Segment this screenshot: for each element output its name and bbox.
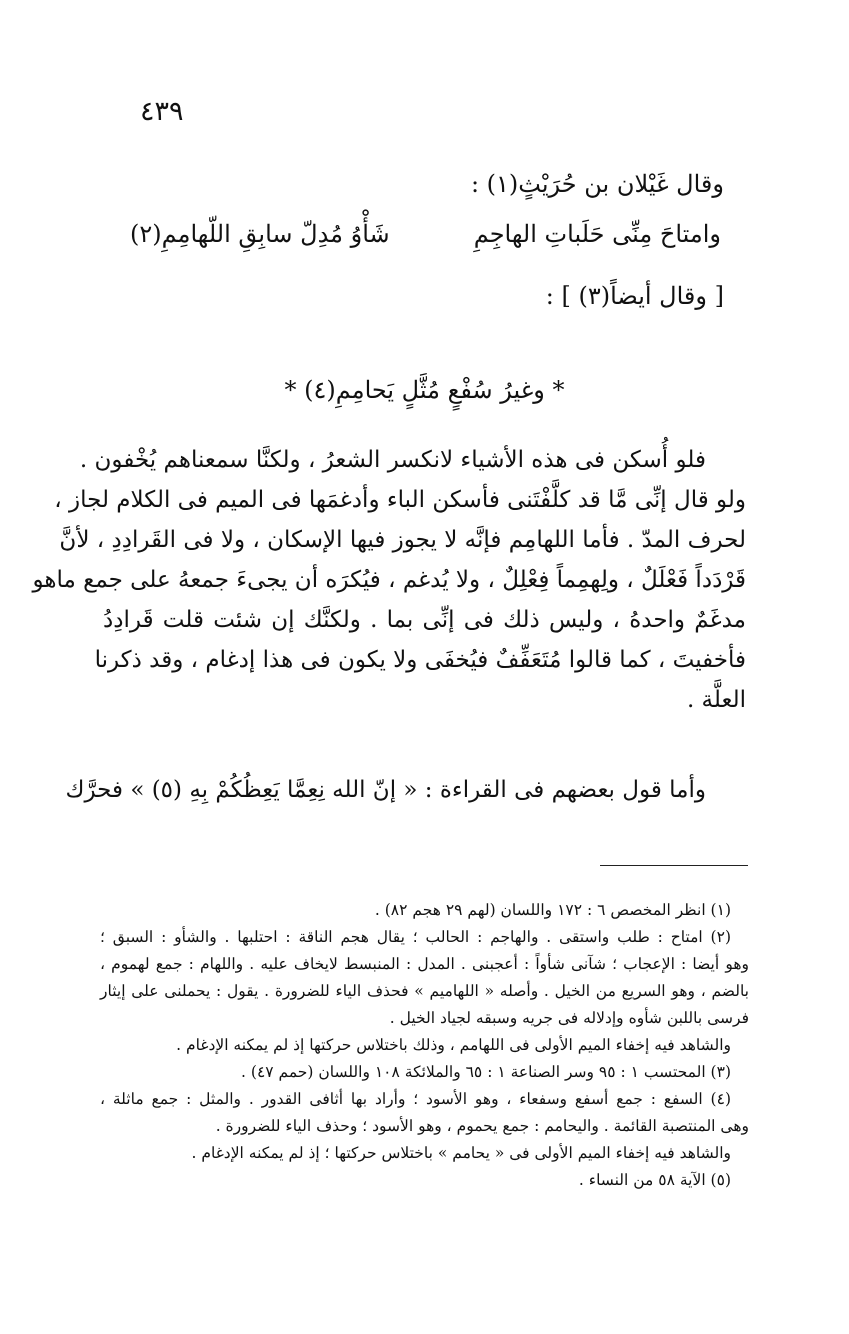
footnote-separator <box>600 865 748 866</box>
paragraph-line: قَرْدَداً فَعْلَلٌ ، ولِهمِماً فِعْلِلٌ ، ولا يُدغم ، فيُكرَه أن يجىءَ جمعهُ على جمع ماهو <box>32 567 746 593</box>
paragraph-line: وأما قول بعضهم فى القراءة : « إنّ الله نِعِمَّا يَعِظُكُمْ بِهِ (٥) » فحرَّك <box>65 777 706 803</box>
verse-line-1 <box>130 220 721 248</box>
footnote-1: (١) انظر المخصص ٦ : ١٧٢ واللسان (لهم ٢٩ هجم ٨٢) . <box>374 901 731 919</box>
verse-line-2: * وغيرُ سُفْعٍ مُثَّلٍ يَحامِمِ(٤) * <box>284 376 565 404</box>
verse-1-first-hemistich: وامتاحَ مِنِّى حَلَباتِ الهاجِمِ <box>473 220 721 248</box>
footnote-5: (٥) الآية ٥٨ من النساء . <box>578 1171 731 1189</box>
footnote-2-continued: بالضم ، وهو السريع من الخيل . وأصله « اللهاميم » فحذف الياء للضرورة . يقول : يحملنى على إيثار <box>100 982 749 1000</box>
footnote-4-continued: وهى المنتصبة القائمة . واليحامم : جمع يحموم ، وهو الأسود ؛ وحذف الياء للضرورة . <box>215 1117 749 1135</box>
page-number: ٤٣٩ <box>140 96 184 127</box>
paragraph-line: لحرف المدّ . فأما اللهامِم فإنَّه لا يجوز فيها الإسكان ، ولا فى القَرادِدِ ، لأنَّ <box>59 527 746 553</box>
paragraph-line: العلَّة . <box>686 687 746 713</box>
paragraph-line: فأخفيتَ ، كما قالوا مُتَعَفِّفٌ فيُخفَى ولا يكون فى هذا إدغام ، وقد ذكرنا <box>94 647 746 673</box>
paragraph-line: ولو قال إنِّى مَّا قد كلَّفْتَنى فأسكن الباء وأدغمَها فى الميم فى الكلام لجاز ، <box>54 487 746 513</box>
footnote-2-continued: وهو أيضا : الإعجاب ؛ شآنى شأواً : أعجبنى . المدل : المنبسط لايخاف عليه . واللهام : جمع لهموم ، <box>100 955 749 973</box>
footnote-4: (٤) السفع : جمع أسفع وسفعاء ، وهو الأسود ؛ وأراد بها أثافى القدور . والمثل : جمع ماثلة ، <box>100 1090 731 1108</box>
paragraph-line: فلو أُسكن فى هذه الأشياء لانكسر الشعرُ ، ولكنَّا سمعناهم يُخْفون . <box>79 447 706 473</box>
verse-intro-also: [ وقال أيضاً(٣) ] : <box>545 282 724 310</box>
footnotes <box>100 897 749 1194</box>
footnote-4-evidence: والشاهد فيه إخفاء الميم الأولى فى « يحامم » باختلاس حركتها ؛ إذ لم يمكنه الإدغام . <box>191 1144 731 1162</box>
verse-intro-ghaylan: وقال غَيْلان بن حُرَيْثٍ(١) : <box>470 170 724 198</box>
main-paragraph-1 <box>32 440 746 720</box>
footnote-2-evidence: والشاهد فيه إخفاء الميم الأولى فى اللهامم ، وذلك باختلاس حركتها إذ لم يمكنه الإدغام . <box>176 1036 731 1054</box>
main-paragraph-2 <box>65 770 746 810</box>
footnote-2: (٢) امتاح : طلب واستقى . والهاجم : الحالب ؛ يقال هجم الناقة : احتلبها . والشأو : السبق ؛ <box>100 928 731 946</box>
footnote-2-continued: فرسى باللبن شأوه وإدلاله فى جريه وسبقه لجياد الخيل . <box>389 1009 749 1027</box>
paragraph-line: مدغَمٌ واحدهُ ، وليس ذلك فى إنِّى بما . ولكنَّك إن شئت قلت قَرادِدُ <box>103 607 746 633</box>
verse-1-second-hemistich: شَأْوُ مُدِلّ سابِقِ اللّهامِمِ(٢) <box>130 220 390 248</box>
footnote-3: (٣) المحتسب ١ : ٩٥ وسر الصناعة ١ : ٦٥ والملائكة ١٠٨ واللسان (حمم ٤٧) . <box>241 1063 731 1081</box>
